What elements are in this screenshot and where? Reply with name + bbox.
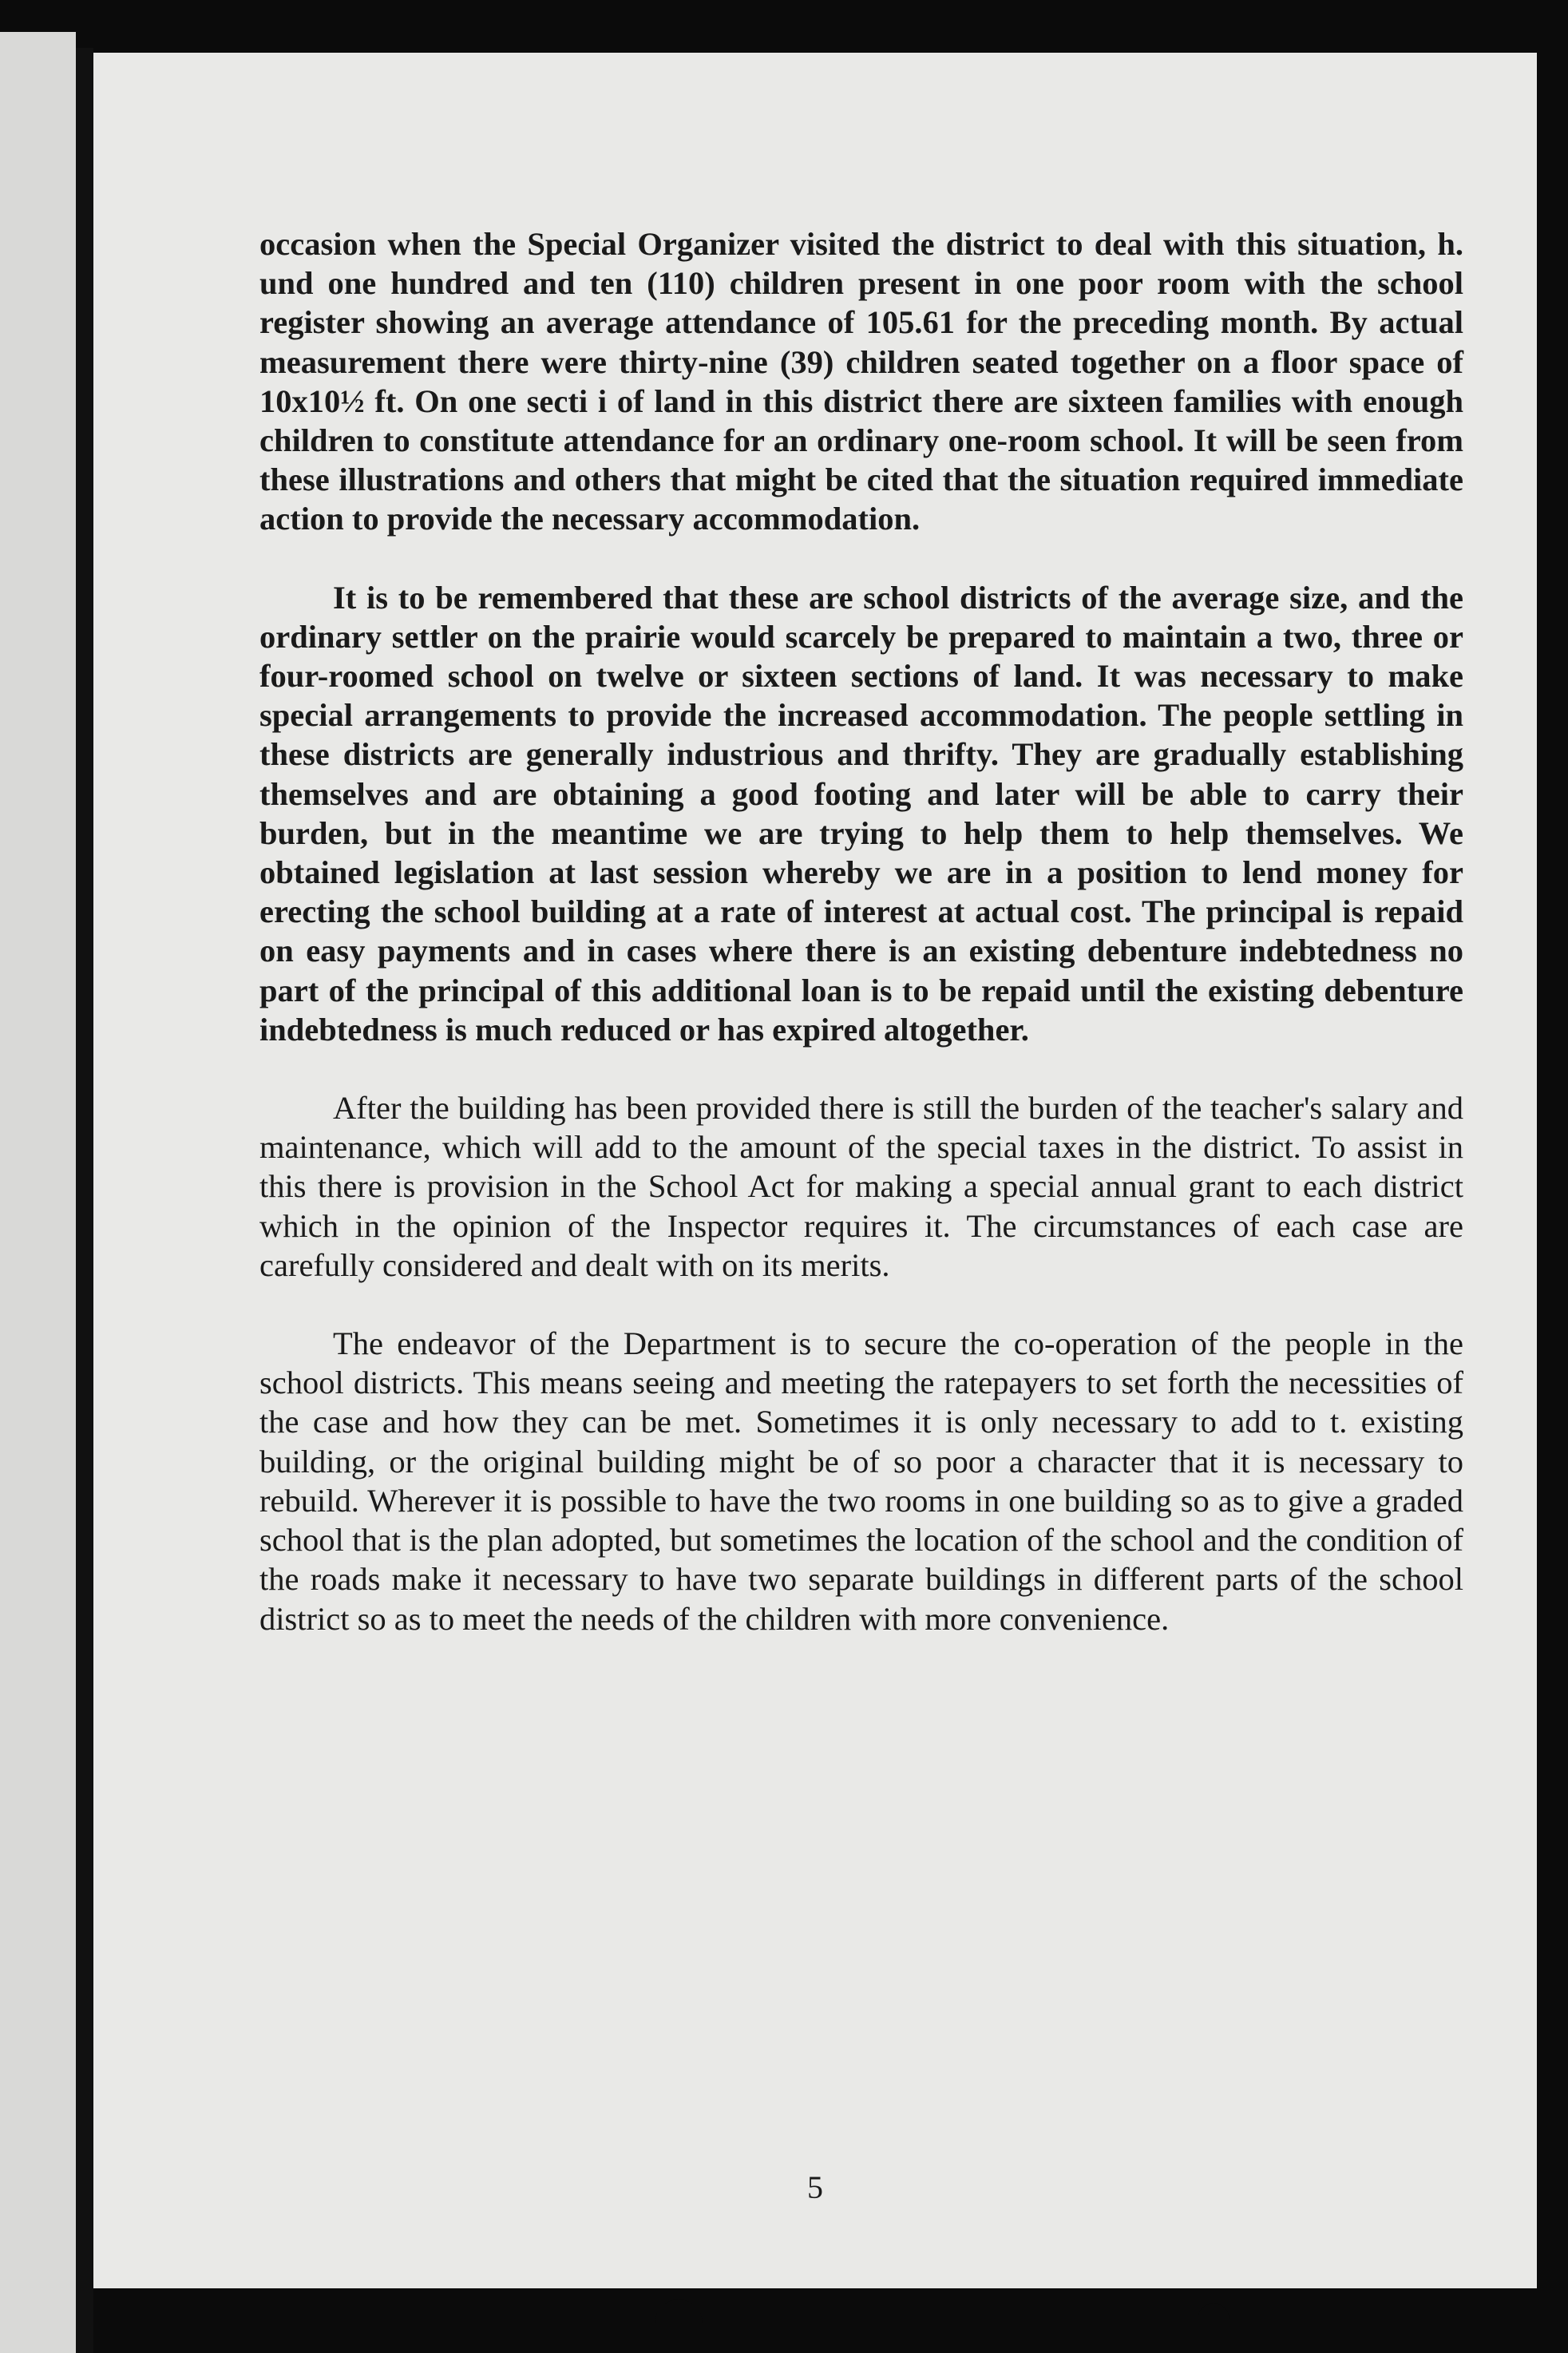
- page-number: 5: [807, 2169, 823, 2205]
- paragraph-3: After the building has been provided there is still the burden of the teacher's salary and maintenance, which will add to the amount of the special taxes in the district. To assist in this there is provision in the School Act for making a special annual grant to each district which in the opinion of the Inspector requires it. The circumstances of each case are carefully considered and dealt with on its merits.: [259, 1090, 1463, 1283]
- scan-artifact: [1198, 2303, 1229, 2353]
- paragraph-1: occasion when the Special Organizer visited the district to deal with this situation, h. und one hundred and ten (110) children present in one poor room with the school register showing an average attendance of 105.61 for the preceding month. By actual measurement there were thirty-nine (39) children seated together on a floor space of 10x10½ ft. On one secti i of land in this district there are sixteen families with enough children to constitute attendance for an ordinary one-room school. It will be seen from these illustrations and others that might be cited that the situation required immediate action to provide the necessary accommodation.: [259, 226, 1463, 537]
- document-page: [93, 53, 1537, 2288]
- body-text: [259, 224, 1463, 1678]
- binding-gutter: [76, 48, 93, 2353]
- paragraph-2: It is to be remembered that these are school districts of the average size, and the ordinary settler on the prairie would scarcely be prepared to maintain a two, three or four-roomed school on twelve or sixteen sections of land. It was necessary to make special arrangements to provide the increased accommodation. The people settling in these districts are generally industrious and thrifty. They are gradually establishing themselves and are obtaining a good footing and later will be able to carry their burden, but in the meantime we are trying to help them to help themselves. We obtained legislation at last session whereby we are in a position to lend money for erecting the school building at a rate of interest at actual cost. The principal is repaid on easy payments and in cases where there is an existing debenture indebtedness no part of the principal of this additional loan is to be repaid until the existing debenture indebtedness is much reduced or has expired altogether.: [259, 579, 1463, 1048]
- adjacent-page-edge: [0, 32, 76, 2353]
- paragraph-4: The endeavor of the Department is to secure the co-operation of the people in the school districts. This means seeing and meeting the ratepayers to set forth the necessities of the case and how they can be met. Sometimes it is only necessary to add to t. existing building, or the original building might be of so poor a character that it is necessary to rebuild. Wherever it is possible to have the two rooms in one building so as to give a graded school that is the plan adopted, but sometimes the location of the school and the condition of the roads make it necessary to have two separate buildings in different parts of the school district so as to meet the needs of the children with more convenience.: [259, 1325, 1463, 1637]
- scan-artifact: [655, 2300, 703, 2353]
